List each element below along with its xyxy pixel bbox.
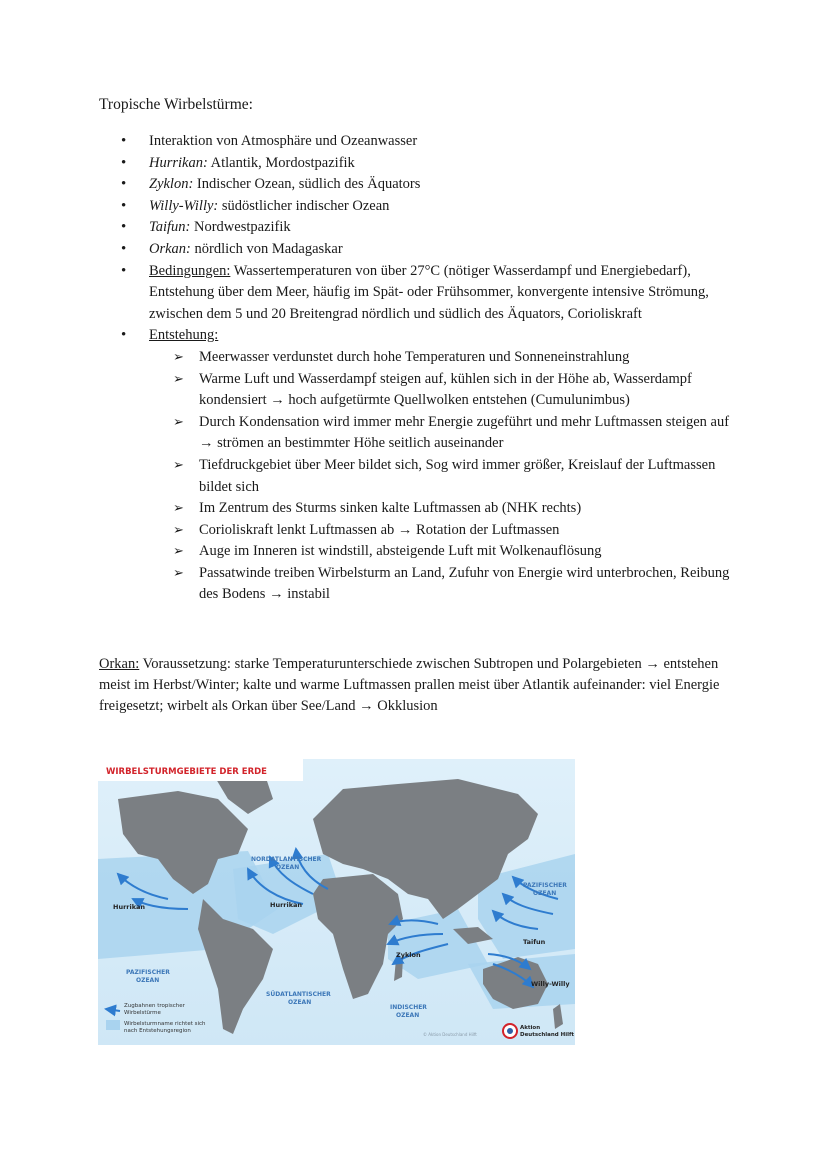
cyclone-map [98, 759, 575, 1045]
bullet-text: Wassertemperaturen von über 27°C (nötiger Wasserdampf und Energiebedarf), Entstehung über dem Meer, häufig im Spät- oder Frühsommer, konvergente intensive Strömung, zwischen dem 5 und 20 Breitengrad nördlich und südlich des Äquators, Corioliskraft [149, 262, 709, 322]
step-text: Passatwinde treiben Wirbelsturm an Land, Zufuhr von Energie wird unterbrochen, Reibung des Bodens → instabil [199, 564, 730, 603]
logo-text: Deutschland Hilft [520, 1032, 575, 1038]
step-item [173, 347, 740, 369]
label-hurrikan-east: Hurrikan [270, 901, 303, 909]
label-willy-willy: Willy-Willy [531, 980, 570, 988]
arrow-bullet-icon: ➢ [173, 371, 184, 387]
bullet-item [120, 261, 740, 326]
logo-dot-icon [507, 1028, 513, 1034]
step-text: Im Zentrum des Sturms sinken kalte Luftmassen ab (NHK rechts) [199, 500, 582, 517]
step-text: Tiefdruckgebiet über Meer bildet sich, Sog wird immer größer, Kreislauf der Luftmassen bildet sich [199, 456, 716, 495]
bullet-text: südöstlicher indischer Ozean [218, 197, 390, 214]
label-pazifik-nord-ozean: OZEAN [533, 890, 557, 897]
bullet-term: Entstehung: [149, 327, 219, 344]
label-suedatlantik-ozean: OZEAN [288, 999, 312, 1006]
arrow-bullet-icon: ➢ [173, 544, 184, 560]
step-item [173, 541, 740, 563]
label-indisch: INDISCHER [390, 1004, 427, 1011]
label-taifun: Taifun [523, 938, 546, 946]
arrow-bullet-icon: ➢ [173, 565, 184, 581]
step-text: Warme Luft und Wasserdampf steigen auf, kühlen sich in der Höhe ab, Wasserdampf kondensiert → hoch aufgetürmte Quellwolken entstehen (Cumulunimbus) [199, 370, 692, 409]
bullet-item [120, 217, 740, 239]
map-copyright: © Aktion Deutschland Hilft [423, 1032, 477, 1037]
step-item [173, 498, 740, 520]
bullet-text: nördlich von Madagaskar [190, 240, 343, 257]
label-suedatlantik: SÜDATLANTISCHER [266, 991, 331, 998]
page-title: Tropische Wirbelstürme: [99, 96, 253, 113]
bullet-term: Willy-Willy: [149, 197, 219, 214]
step-text: Auge im Inneren ist windstill, absteigende Luft mit Wolkenauflösung [199, 543, 602, 560]
label-nordatlantik-ozean: OZEAN [276, 864, 300, 871]
bullet-text: Atlantik, Mordostpazifik [207, 154, 355, 171]
label-zyklon: Zyklon [396, 951, 421, 959]
bullet-item [120, 325, 740, 606]
steps-list [173, 347, 740, 606]
bullet-text: Nordwestpazifik [190, 219, 291, 236]
bullet-term: Taifun: [149, 219, 191, 236]
orkan-text: Voraussetzung: starke Temperaturunterschiede zwischen Subtropen und Polargebieten → entstehen meist im Herbst/Winter; kalte und warme Luftmassen prallen meist über Atlantik aufeinander: viel Energie freigesetzt; wirbelt als Orkan über See/Land → Okklusion [99, 656, 720, 714]
bullet-term: Hurrikan: [149, 154, 208, 171]
cyclone-map-svg [98, 759, 575, 1045]
bullet-term: Bedingungen: [149, 262, 231, 279]
arrow-bullet-icon: ➢ [173, 522, 184, 538]
label-indisch-ozean: OZEAN [396, 1012, 420, 1019]
bullet-item [120, 174, 740, 196]
map-title: WIRBELSTURMGEBIETE DER ERDE [106, 767, 267, 777]
label-hurrikan-west: Hurrikan [113, 903, 146, 911]
step-item [173, 455, 740, 498]
bullet-item [120, 196, 740, 218]
arrow-bullet-icon: ➢ [173, 414, 184, 430]
label-pazifik-sued: PAZIFISCHER [126, 969, 170, 976]
bullet-text: Interaktion von Atmosphäre und Ozeanwasser [149, 133, 418, 149]
bullet-item [120, 153, 740, 175]
bullet-term: Zyklon: [149, 176, 194, 193]
step-text: Durch Kondensation wird immer mehr Energie zugeführt und mehr Luftmassen steigen auf → strömen an bestimmter Höhe seitlich auseinander [199, 413, 730, 452]
bullet-item [120, 131, 740, 153]
bullet-term: Orkan: [149, 240, 191, 257]
bullet-text: Indischer Ozean, südlich des Äquators [193, 176, 421, 193]
arrow-bullet-icon: ➢ [173, 501, 184, 517]
step-item [173, 520, 740, 542]
legend-text: Wirbelsturmname richtet sich [124, 1021, 206, 1027]
step-item [173, 563, 740, 606]
orkan-term: Orkan: [99, 656, 140, 672]
step-item [173, 369, 740, 412]
label-pazifik-nord: PAZIFISCHER [523, 882, 567, 889]
label-nordatlantik: NORDATLANTISCHER [251, 856, 322, 863]
bullet-list [120, 131, 740, 606]
arrow-bullet-icon: ➢ [173, 457, 184, 473]
step-text: Meerwasser verdunstet durch hohe Temperaturen und Sonneneinstrahlung [199, 348, 630, 365]
step-text: Corioliskraft lenkt Luftmassen ab → Rotation der Luftmassen [199, 521, 560, 538]
orkan-paragraph [99, 654, 739, 717]
label-pazifik-sued-ozean: OZEAN [136, 977, 160, 984]
legend-text: Zugbahnen tropischer [124, 1003, 185, 1009]
legend-text: nach Entstehungsregion [124, 1028, 191, 1034]
legend-region-swatch [106, 1020, 120, 1030]
bullet-item [120, 239, 740, 261]
legend-text: Wirbelstürme [124, 1010, 161, 1016]
arrow-bullet-icon: ➢ [173, 349, 184, 365]
logo-text: Aktion [520, 1025, 541, 1031]
step-item [173, 412, 740, 455]
